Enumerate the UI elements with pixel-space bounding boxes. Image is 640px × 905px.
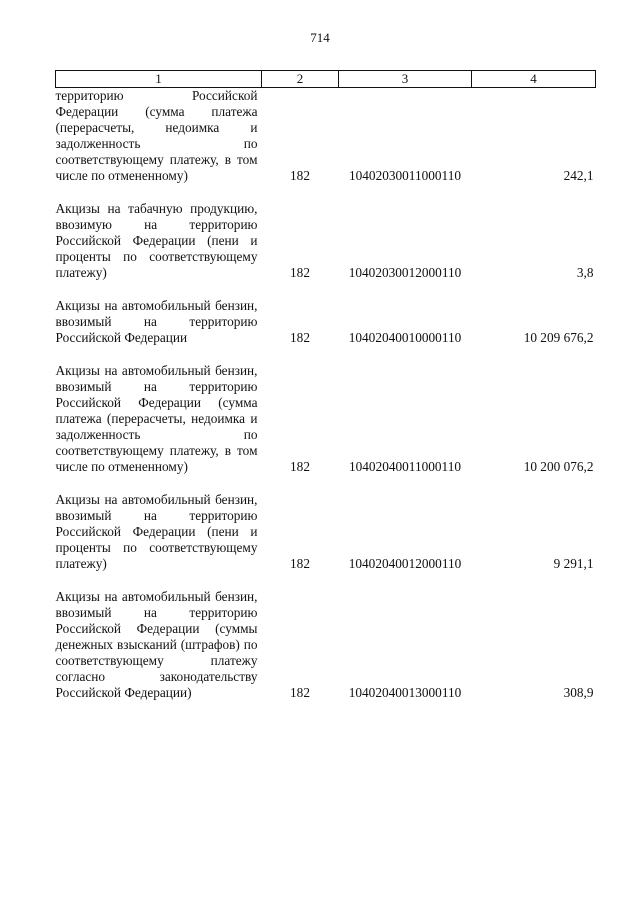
budget-classification-code: 10402040013000110 [348, 685, 462, 700]
column-header-3: 3 [339, 71, 472, 88]
row-spacer [56, 346, 596, 363]
budget-classification-code: 10402040010000110 [348, 330, 462, 345]
admin-code: 182 [290, 685, 310, 700]
table-row [56, 363, 596, 475]
row-spacer [56, 572, 596, 589]
amount: 10 209 676,2 [523, 330, 594, 345]
page-number: 714 [310, 30, 330, 45]
budget-classification-code: 10402040011000110 [348, 459, 462, 474]
table-row [56, 589, 596, 701]
budget-table [55, 70, 596, 701]
admin-code: 182 [290, 556, 310, 571]
income-name: территорию Российской Федерации (сумма платежа (перерасчеты, недоимка и задолженность по соответствующему платежу, в том числе по отмененному) [55, 88, 258, 183]
income-name: Акцизы на автомобильный бензин, ввозимый на территорию Российской Федерации (пени и проценты по соответствующему платежу) [55, 492, 258, 571]
amount: 3,8 [576, 265, 594, 280]
budget-classification-code: 10402040012000110 [348, 556, 462, 571]
admin-code: 182 [290, 459, 310, 474]
amount: 242,1 [563, 168, 594, 183]
budget-classification-code: 10402030011000110 [348, 168, 462, 183]
income-name: Акцизы на табачную продукцию, ввозимую на территорию Российской Федерации (пени и проценты по соответствующему платежу) [55, 201, 258, 280]
amount: 9 291,1 [553, 556, 594, 571]
income-name: Акцизы на автомобильный бензин, ввозимый на территорию Российской Федерации [55, 298, 258, 345]
admin-code: 182 [290, 265, 310, 280]
column-header-4: 4 [472, 71, 596, 88]
amount: 10 200 076,2 [523, 459, 594, 474]
table-row [56, 88, 596, 185]
row-spacer [56, 184, 596, 201]
amount: 308,9 [563, 685, 594, 700]
row-spacer [56, 281, 596, 298]
column-header-1: 1 [56, 71, 262, 88]
table-header-row [56, 71, 596, 88]
income-name: Акцизы на автомобильный бензин, ввозимый на территорию Российской Федерации (сумма платежа (перерасчеты, недоимка и задолженность по соответствующему платежу, в том числе по отмененному) [55, 363, 258, 474]
admin-code: 182 [290, 168, 310, 183]
table-row [56, 492, 596, 572]
row-spacer [56, 475, 596, 492]
admin-code: 182 [290, 330, 310, 345]
table-row [56, 298, 596, 346]
column-header-2: 2 [262, 71, 339, 88]
income-name: Акцизы на автомобильный бензин, ввозимый на территорию Российской Федерации (суммы денежных взысканий (штрафов) по соответствующему платежу согласно законодательству Российской Федерации) [55, 589, 258, 700]
table-row [56, 201, 596, 281]
budget-classification-code: 10402030012000110 [348, 265, 462, 280]
